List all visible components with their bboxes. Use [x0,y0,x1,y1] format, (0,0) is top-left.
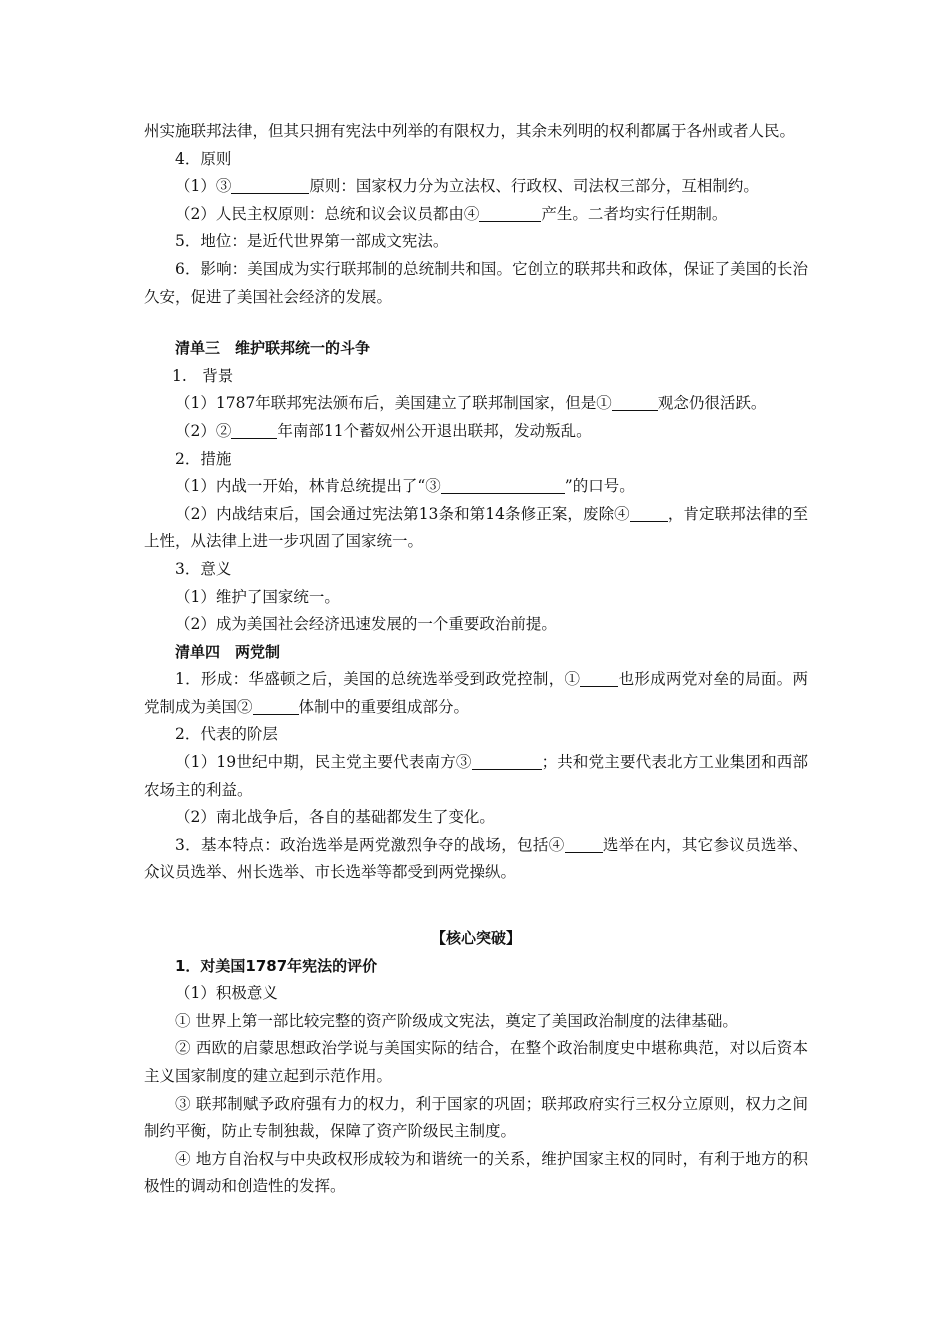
paragraph [144,832,808,887]
item-heading: （1）积极意义 [175,984,278,1003]
paragraph: （2）南北战争后，各自的基础都发生了变化。 [175,808,495,827]
section-heading: 清单四 两党制 [175,642,281,661]
fill-blank [231,420,277,439]
text: （2）内战结束后，国会通过宪法第13条和第14条修正案，废除④ [175,504,630,523]
item-heading: 1. 背景 [172,366,234,385]
fill-blank [580,668,618,687]
item-heading: 2．代表的阶层 [175,725,278,744]
paragraph: ① 世界上第一部比较完整的资产阶级成文宪法，奠定了美国政治制度的法律基础。 [175,1011,738,1030]
text: ”的口号。 [564,477,635,496]
paragraph [144,749,808,804]
paragraph: （2）成为美国社会经济迅速发展的一个重要政治前提。 [175,615,557,634]
paragraph [144,501,808,556]
paragraph: ② 西欧的启蒙思想政治学说与美国实际的结合，在整个政治制度史中堪称典范，对以后资本主义国家制度的建立起到示范作用。 [144,1039,808,1085]
fill-blank [565,834,603,853]
fill-blank [612,392,658,411]
text: 3．基本特点：政治选举是两党激烈争夺的战场，包括④ [175,835,565,854]
fill-blank [253,696,299,715]
text: 原则：国家权力分为立法权、行政权、司法权三部分，互相制约。 [309,177,759,196]
text: 年南部11个蓄奴州公开退出联邦，发动叛乱。 [277,421,592,440]
paragraph [144,390,808,418]
paragraph: （1）维护了国家统一。 [175,587,340,606]
text: （2）人民主权原则：总统和议会议员都由④ [175,204,480,223]
text: 观念仍很活跃。 [657,394,767,413]
fill-blank [472,751,542,770]
paragraph: 州实施联邦法律，但其只拥有宪法中列举的有限权力，其余未列明的权利都属于各州或者人民。 [144,122,796,140]
paragraph: ③ 联邦制赋予政府强有力的权力，利于国家的巩固；联邦政府实行三权分立原则，权力之间制约平衡，防止专制独裁，保障了资产阶级民主制度。 [144,1094,808,1141]
text: （1）③ [175,177,232,196]
text: 体制中的重要组成部分。 [298,697,470,716]
paragraph [144,418,808,446]
section-heading: 1．对美国1787年宪法的评价 [175,956,378,975]
paragraph: ④ 地方自治权与中央政权形成较为和谐统一的关系，维护国家主权的同时，有利于地方的积极性的调动和创造性的发挥。 [144,1149,808,1196]
text: ；共和党主要代表北方工业集团和西部农场主的利益。 [144,753,808,799]
text: 也形成两党对垒的局面。两党制成为美国② [144,670,808,716]
fill-blank [231,175,309,194]
paragraph [144,201,808,229]
text: ，肯定联邦法律的至上性，从法律上进一步巩固了国家统一。 [144,504,808,551]
paragraph [144,473,808,501]
fill-blank [630,503,668,522]
paragraph [144,666,808,721]
paragraph: 6．影响：美国成为实行联邦制的总统制共和国。它创立的联邦共和政体，保证了美国的长治久安，促进了美国社会经济的发展。 [144,259,808,306]
text: 产生。二者均实行任期制。 [541,204,728,223]
fill-blank [441,475,565,494]
text: （1）19世纪中期，民主党主要代表南方③ [175,753,472,772]
text: 1．形成：华盛顿之后，美国的总统选举受到政党控制，① [175,670,581,689]
text: （1）内战一开始，林肯总统提出了“③ [175,477,441,496]
paragraph [144,173,808,201]
section-title: 【核心突破】 [430,929,521,948]
fill-blank [479,203,541,222]
paragraph: 5．地位：是近代世界第一部成文宪法。 [175,232,449,251]
text: （2）② [175,421,232,440]
section-heading: 清单三 维护联邦统一的斗争 [175,339,371,358]
document-page [144,118,808,1201]
item-heading: 3．意义 [175,559,232,578]
item-heading: 4．原则 [175,149,232,168]
text: （1）1787年联邦宪法颁布后，美国建立了联邦制国家，但是① [175,394,612,413]
text: 选举在内，其它参议员选举、众议员选举、州长选举、市长选举等都受到两党操纵。 [144,835,808,882]
item-heading: 2．措施 [175,449,232,468]
